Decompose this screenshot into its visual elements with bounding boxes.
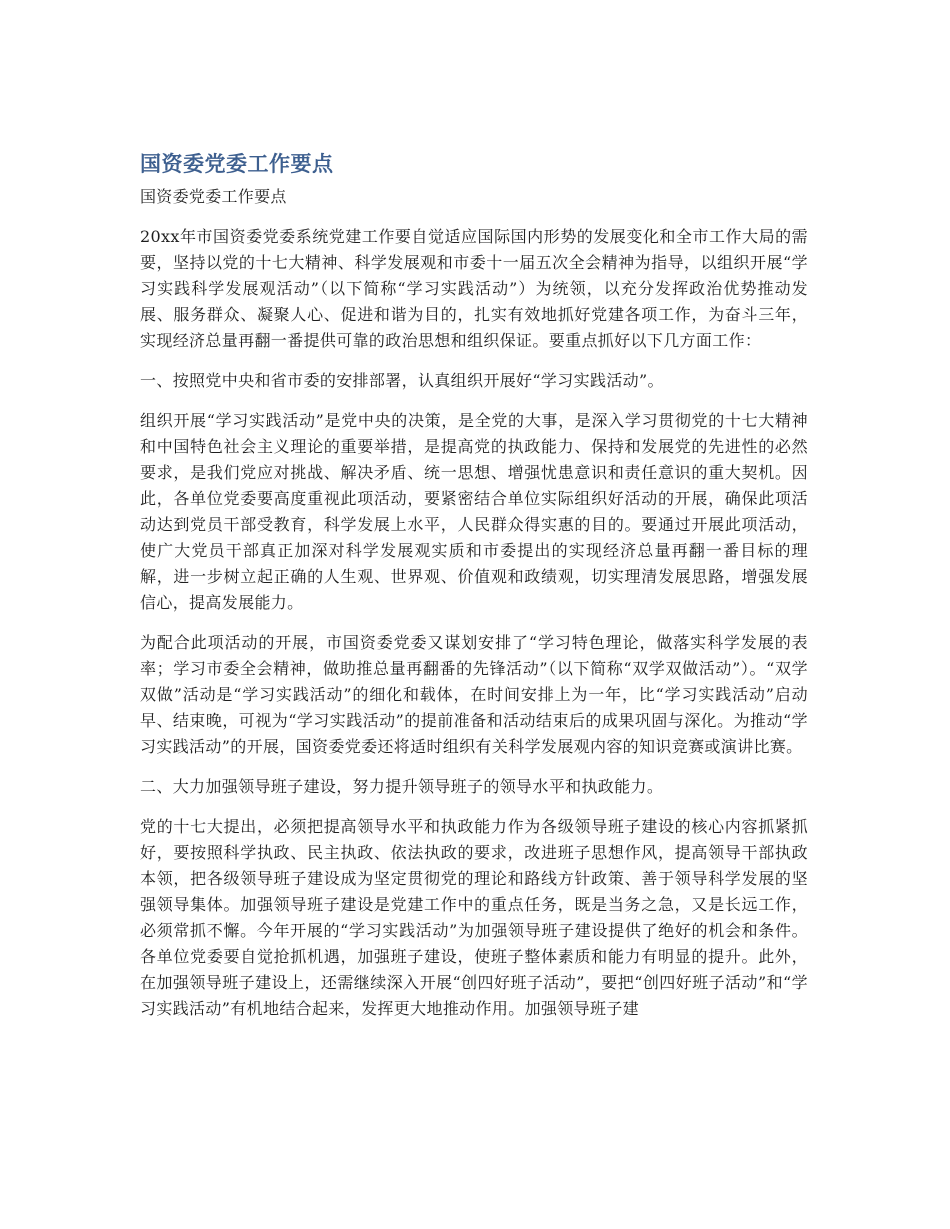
document-title: 国资委党委工作要点 bbox=[140, 152, 334, 176]
document-page bbox=[140, 148, 808, 1036]
section-heading-1: 一、按照党中央和省市委的安排部署，认真组织开展好“学习实践活动”。 bbox=[140, 371, 664, 390]
section-heading-2: 二、大力加强领导班子建设，努力提升领导班子的领导水平和执政能力。 bbox=[140, 777, 664, 796]
paragraph-section-1-body: 组织开展“学习实践活动”是党中央的决策，是全党的大事，是深入学习贯彻党的十七大精神和中国特色社会主义理论的重要举措，是提高党的执政能力、保持和发展党的先进性的必然要求，是我们党应对挑战、解决矛盾、统一思想、增强忧患意识和责任意识的重大契机。因此，各单位党委要高度重视此项活动，要紧密结合单位实际组织好活动的开展，确保此项活动达到党员干部受教育，科学发展上水平，人民群众得实惠的目的。要通过开展此项活动，使广大党员干部真正加深对科学发展观实质和市委提出的实现经济总量再翻一番目标的理解，进一步树立起正确的人生观、世界观、价值观和政绩观，切实理清发展思路，增强发展信心，提高发展能力。 bbox=[140, 411, 808, 612]
paragraph-section-2-body: 党的十七大提出，必须把提高领导水平和执政能力作为各级领导班子建设的核心内容抓紧抓好，要按照科学执政、民主执政、依法执政的要求，改进班子思想作风，提高领导干部执政本领，把各级领导班子建设成为坚定贯彻党的理论和路线方针政策、善于领导科学发展的坚强领导集体。加强领导班子建设是党建工作中的重点任务，既是当务之急，又是长远工作，必须常抓不懈。今年开展的“学习实践活动”为加强领导班子建设提供了绝好的机会和条件。各单位党委要自觉抢抓机遇，加强班子建设，使班子整体素质和能力有明显的提升。此外，在加强领导班子建设上，还需继续深入开展“创四好班子活动”，要把“创四好班子活动”和“学习实践活动”有机地结合起来，发挥更大地推动作用。加强领导班子建 bbox=[140, 817, 808, 1018]
paragraph-intro: 20xx年市国资委党委系统党建工作要自觉适应国际国内形势的发展变化和全市工作大局的需要，坚持以党的十七大精神、科学发展观和市委十一届五次全会精神为指导，以组织开展“学习实践科学发展观活动”（以下简称“学习实践活动”）为统领，以充分发挥政治优势推动发展、服务群众、凝聚人心、促进和谐为目的，扎实有效地抓好党建各项工作，为奋斗三年，实现经济总量再翻一番提供可靠的政治思想和组织保证。要重点抓好以下几方面工作： bbox=[140, 227, 808, 350]
paragraph-section-1-extra: 为配合此项活动的开展，市国资委党委又谋划安排了“学习特色理论，做落实科学发展的表率；学习市委全会精神，做助推总量再翻番的先锋活动”（以下简称“双学双做活动”）。“双学双做”活动是“学习实践活动”的细化和载体，在时间安排上为一年，比“学习实践活动”启动早、结束晚，可视为“学习实践活动”的提前准备和活动结束后的成果巩固与深化。为推动“学习实践活动”的开展，国资委党委还将适时组织有关科学发展观内容的知识竞赛或演讲比赛。 bbox=[140, 633, 808, 756]
document-subtitle: 国资委党委工作要点 bbox=[140, 187, 287, 206]
